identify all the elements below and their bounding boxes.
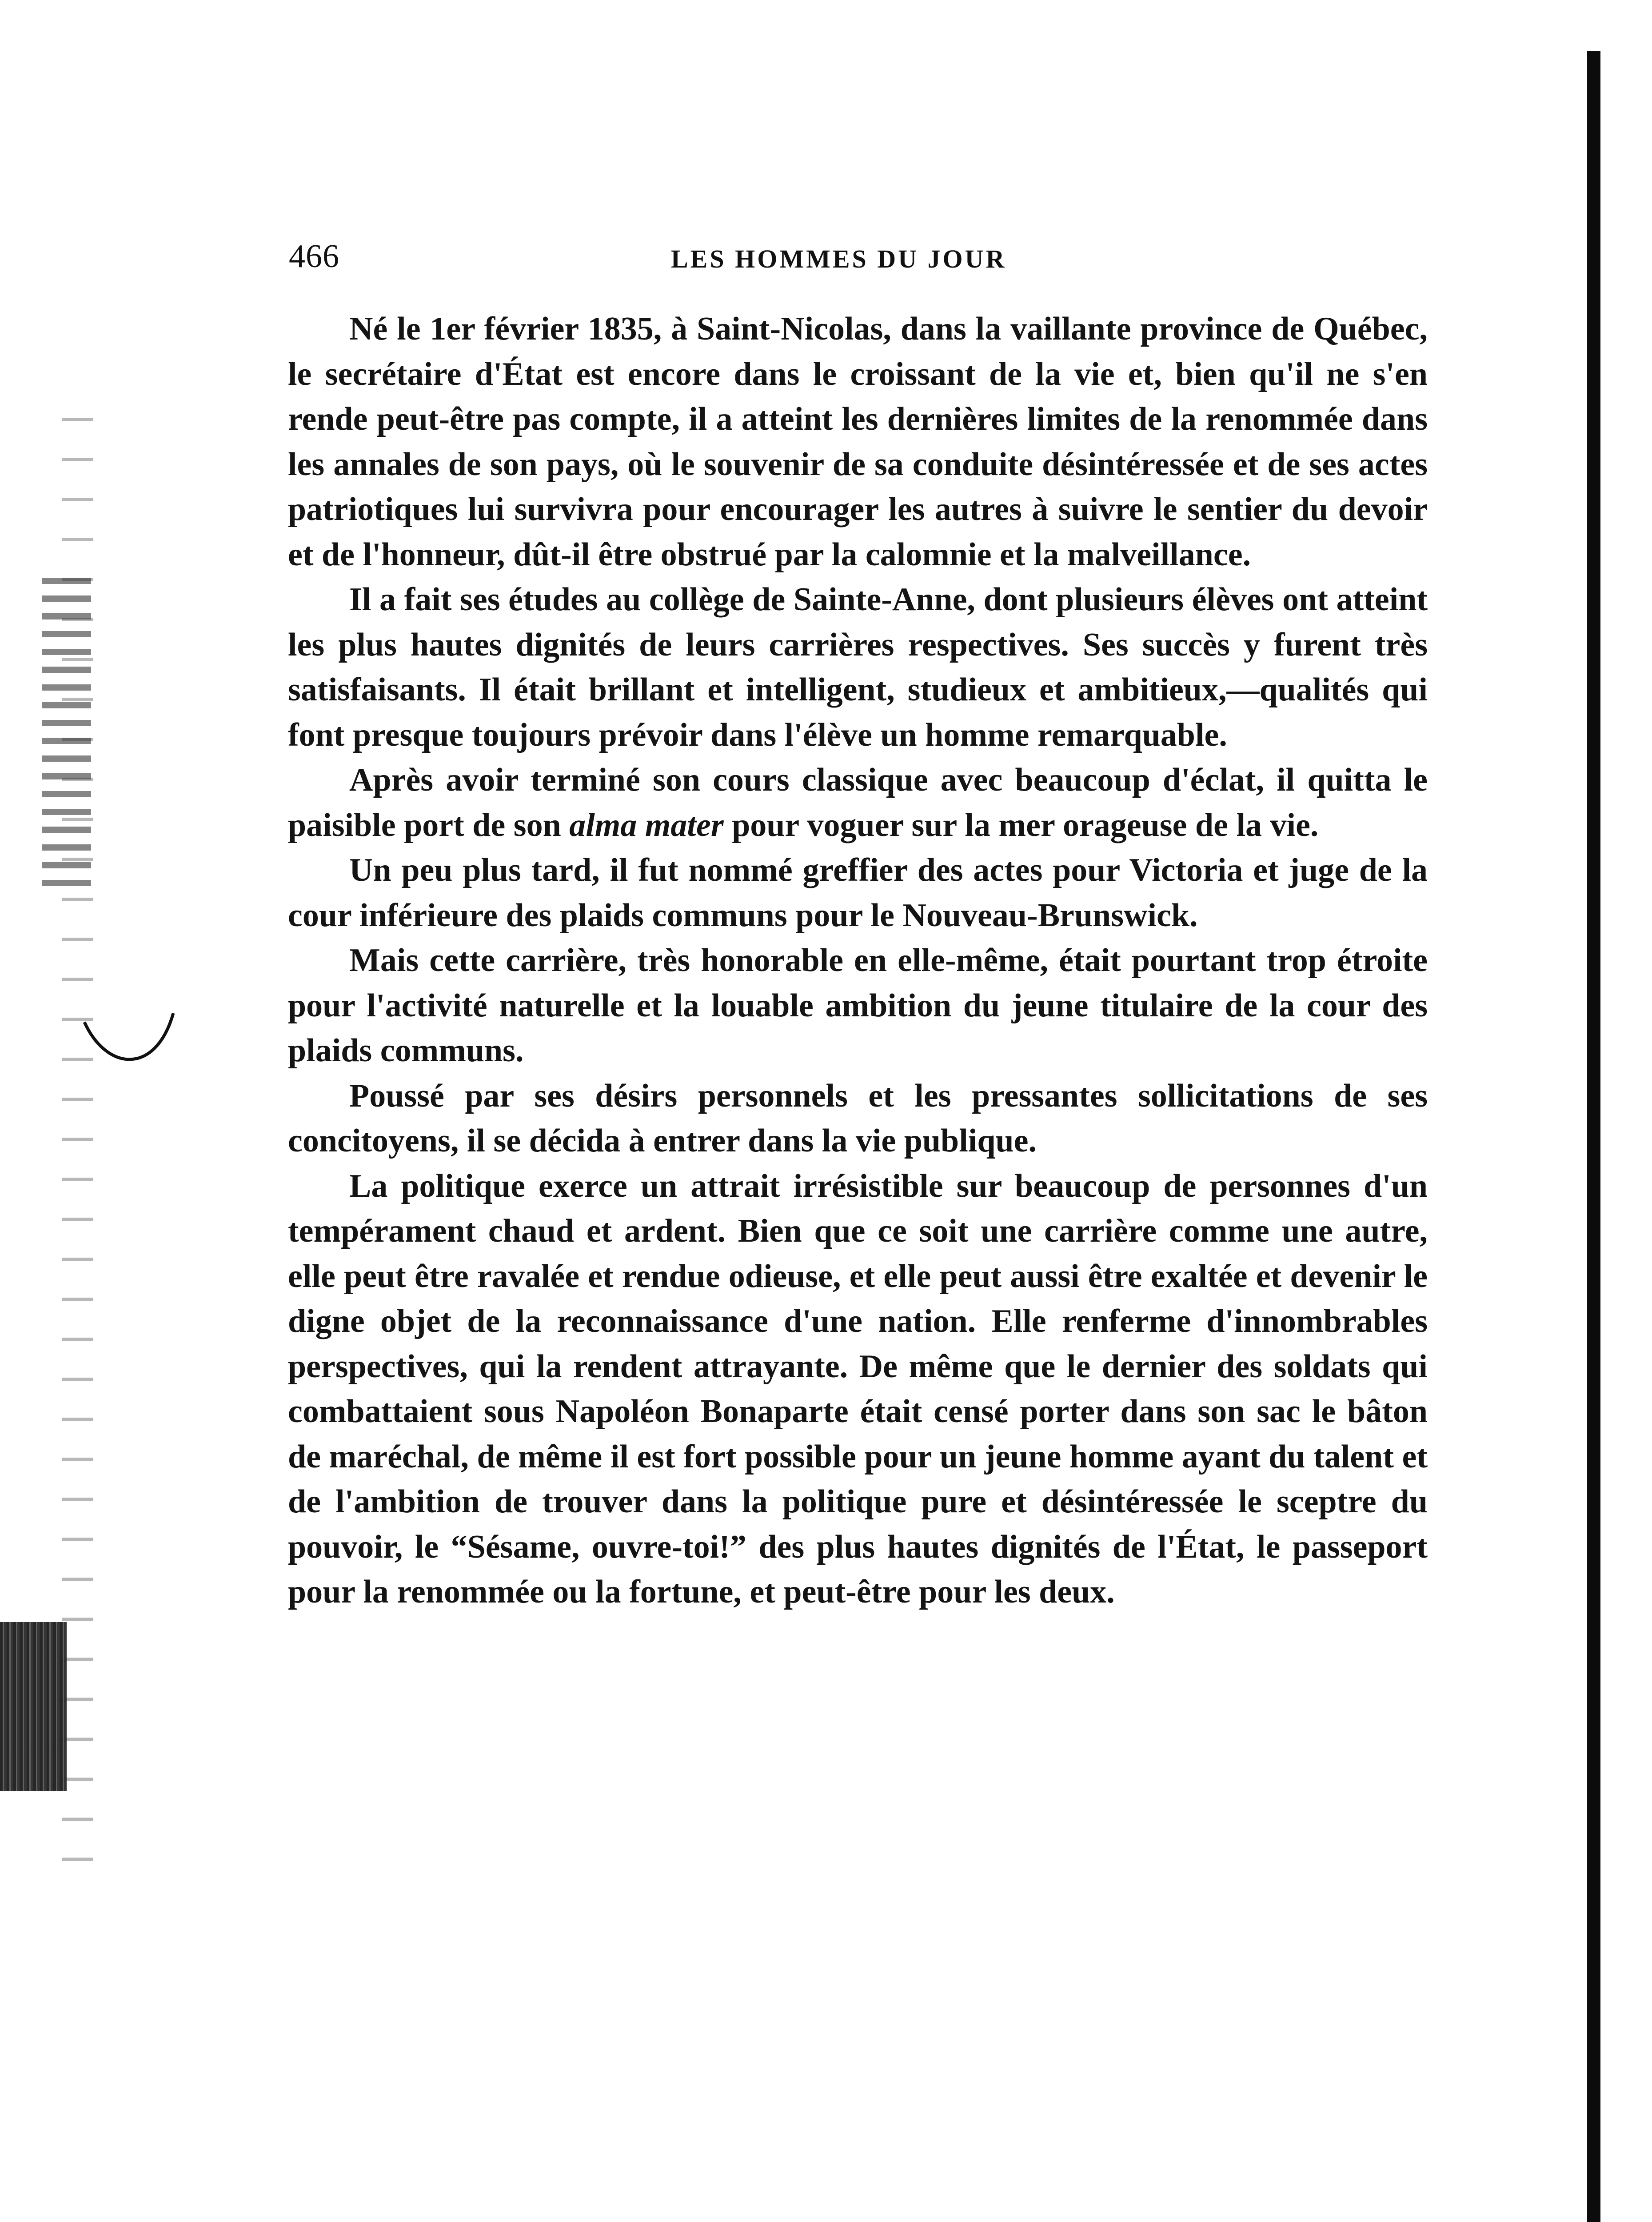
paragraph: Un peu plus tard, il fut nommé greffier des actes pour Victoria et juge de la cour inférieure des plaids communs pour le Nouveau-Brunswick. bbox=[288, 852, 1428, 934]
pen-stroke-mark bbox=[80, 1004, 187, 1084]
paragraph: Mais cette carrière, très honorable en elle-même, était pourtant trop étroite pour l'activité naturelle et la louable ambition du jeune titulaire de la cour des plaids communs. bbox=[288, 942, 1428, 1069]
paragraph: La politique exerce un attrait irrésistible sur beaucoup de personnes d'un tempérament chaud et ardent. Bien que ce soit une carrière comme une autre, elle peut être ravalée et rendue odieuse, et elle peut aussi être exaltée et devenir le digne objet de la reconnaissance d'une nation. Elle renferme d'innombrables perspectives, qui la rendent attrayante. De même que le dernier des soldats qui combattaient sous Napoléon Bonaparte était censé porter dans son sac le bâton de maréchal, de même il est fort possible pour un jeune homme ayant du talent et de l'ambition de trouver dans la politique pure et désintéressée le sceptre du pouvoir, le “Sésame, ouvre-toi!” des plus hautes dignités de l'État, le passeport pour la renommée ou la fortune, et peut-être pour les deux. bbox=[288, 1167, 1428, 1610]
body-text bbox=[288, 307, 1428, 1615]
paragraph: Né le 1er février 1835, à Saint-Nicolas, dans la vaillante province de Québec, le secrétaire d'État est encore dans le croissant de la vie et, bien qu'il ne s'en rende peut-être pas compte, il a atteint les dernières limites de la renommée dans les annales de son pays, où le souvenir de sa conduite désintéressée et de ses actes patriotiques lui survivra pour encourager les autres à suivre le sentier du devoir et de l'honneur, dût-il être obstrué par la calomnie et la malveillance. bbox=[288, 311, 1428, 573]
page-number: 466 bbox=[289, 238, 339, 275]
scan-binding-artifact bbox=[0, 1622, 67, 1791]
italic-phrase: alma mater bbox=[569, 807, 724, 843]
paragraph-text: pour voguer sur la mer orageuse de la vie. bbox=[723, 807, 1319, 843]
paragraph: Poussé par ses désirs personnels et les pressantes sollicitations de ses concitoyens, il se décida à entrer dans la vie publique. bbox=[288, 1077, 1428, 1159]
scan-edge-shadow bbox=[1587, 51, 1600, 2222]
paragraph bbox=[288, 758, 1428, 848]
running-head bbox=[289, 238, 1177, 287]
running-title: LES HOMMES DU JOUR bbox=[671, 244, 1007, 273]
paragraph: Il a fait ses études au collège de Sainte-Anne, dont plusieurs élèves ont atteint les plus hautes dignités de leurs carrières respectives. Ses succès y furent très satisfaisants. Il était brillant et intelligent, studieux et ambitieux,—qualités qui font presque toujours prévoir dans l'élève un homme remarquable. bbox=[288, 581, 1428, 753]
scan-margin-ticks bbox=[42, 578, 91, 889]
paragraph-text: Après avoir terminé son cours classique avec beaucoup d'éclat, il quitta le paisible port de son bbox=[288, 762, 1428, 843]
